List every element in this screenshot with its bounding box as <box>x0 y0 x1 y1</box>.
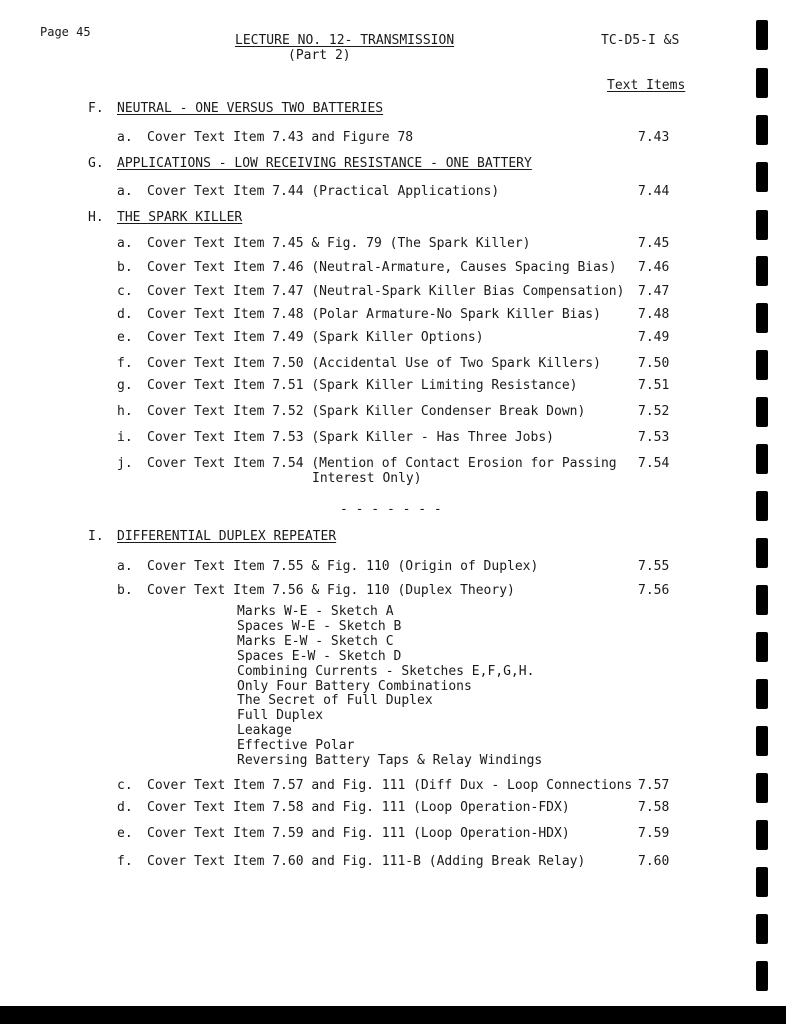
punch-hole <box>756 20 768 50</box>
subitem: Combining Currents - Sketches E,F,G,H. <box>237 663 535 679</box>
item-text: Cover Text Item 7.43 and Figure 78 <box>147 130 414 145</box>
section-f-letter: F. <box>88 101 104 116</box>
item-label: d. <box>117 307 133 322</box>
binder-holes <box>756 0 772 1000</box>
punch-hole <box>756 491 768 521</box>
item-label: b. <box>117 583 133 598</box>
page-number: Page 45 <box>40 25 91 39</box>
subitem: Full Duplex <box>237 708 324 724</box>
subitem: The Secret of Full Duplex <box>237 693 433 709</box>
item-ref: 7.49 <box>638 330 670 345</box>
item-text: Cover Text Item 7.57 and Fig. 111 (Diff Dux - Loop Connections <box>147 778 633 793</box>
punch-hole <box>756 350 768 380</box>
section-g-title: APPLICATIONS - LOW RECEIVING RESISTANCE - ONE BATTERY <box>117 156 532 171</box>
subitem: Only Four Battery Combinations <box>237 678 472 694</box>
item-ref: 7.53 <box>638 430 670 445</box>
item-label: h. <box>117 404 133 419</box>
item-ref: 7.48 <box>638 307 670 322</box>
item-label: a. <box>117 236 133 251</box>
item-text: Cover Text Item 7.60 and Fig. 111-B (Adding Break Relay) <box>147 854 586 869</box>
item-text: Cover Text Item 7.51 (Spark Killer Limiting Resistance) <box>147 378 578 393</box>
section-i-title: DIFFERENTIAL DUPLEX REPEATER <box>117 529 337 544</box>
scan-bottom-edge <box>0 1006 786 1024</box>
lecture-title: LECTURE NO. 12- TRANSMISSION <box>235 33 455 48</box>
section-h-letter: H. <box>88 210 104 225</box>
item-text: Cover Text Item 7.47 (Neutral-Spark Killer Bias Compensation) <box>147 284 625 299</box>
item-text: Cover Text Item 7.44 (Practical Applications) <box>147 184 500 199</box>
item-ref: 7.47 <box>638 284 670 299</box>
item-label: f. <box>117 854 133 869</box>
item-ref: 7.46 <box>638 260 670 275</box>
item-ref: 7.58 <box>638 800 670 815</box>
item-text: Cover Text Item 7.46 (Neutral-Armature, Causes Spacing Bias) <box>147 260 617 275</box>
item-label: b. <box>117 260 133 275</box>
item-ref: 7.57 <box>638 778 670 793</box>
punch-hole <box>756 68 768 98</box>
punch-hole <box>756 867 768 897</box>
item-text: Cover Text Item 7.54 (Mention of Contact Erosion for Passing <box>147 456 617 471</box>
item-label: c. <box>117 778 133 793</box>
item-ref: 7.55 <box>638 559 670 574</box>
punch-hole <box>756 115 768 145</box>
document-code: TC-D5-I &S <box>601 33 680 48</box>
section-f-title: NEUTRAL - ONE VERSUS TWO BATTERIES <box>117 101 384 116</box>
item-ref: 7.52 <box>638 404 670 419</box>
text-items-column-label: Text Items <box>607 78 686 93</box>
item-text: Cover Text Item 7.58 and Fig. 111 (Loop Operation-FDX) <box>147 800 570 815</box>
item-ref: 7.45 <box>638 236 670 251</box>
punch-hole <box>756 444 768 474</box>
item-label: e. <box>117 826 133 841</box>
section-h-title: THE SPARK KILLER <box>117 210 243 225</box>
item-label: f. <box>117 356 133 371</box>
punch-hole <box>756 726 768 756</box>
item-label: c. <box>117 284 133 299</box>
punch-hole <box>756 162 768 192</box>
item-ref: 7.44 <box>638 184 670 199</box>
punch-hole <box>756 914 768 944</box>
section-separator: - - - - - - - <box>340 502 442 517</box>
item-label: e. <box>117 330 133 345</box>
item-text: Cover Text Item 7.53 (Spark Killer - Has Three Jobs) <box>147 430 554 445</box>
item-ref: 7.59 <box>638 826 670 841</box>
item-text: Cover Text Item 7.49 (Spark Killer Options) <box>147 330 484 345</box>
punch-hole <box>756 538 768 568</box>
item-text: Cover Text Item 7.55 & Fig. 110 (Origin of Duplex) <box>147 559 539 574</box>
lecture-subtitle: (Part 2) <box>288 48 351 63</box>
subitem: Marks W-E - Sketch A <box>237 604 394 619</box>
punch-hole <box>756 256 768 286</box>
item-ref: 7.50 <box>638 356 670 371</box>
item-ref: 7.54 <box>638 456 670 471</box>
item-label: j. <box>117 456 133 471</box>
subitem: Marks E-W - Sketch C <box>237 633 394 649</box>
item-text: Cover Text Item 7.50 (Accidental Use of Two Spark Killers) <box>147 356 601 371</box>
punch-hole <box>756 679 768 709</box>
item-ref: 7.51 <box>638 378 670 393</box>
punch-hole <box>756 210 768 240</box>
punch-hole <box>756 820 768 850</box>
item-label: d. <box>117 800 133 815</box>
subitem: Leakage <box>237 723 292 739</box>
section-i-letter: I. <box>88 529 104 544</box>
punch-hole <box>756 632 768 662</box>
item-text-continuation: Interest Only) <box>312 471 422 486</box>
item-text: Cover Text Item 7.56 & Fig. 110 (Duplex Theory) <box>147 583 515 598</box>
subitem: Effective Polar <box>237 738 355 754</box>
subitem: Spaces E-W - Sketch D <box>237 648 402 664</box>
subitem: Spaces W-E - Sketch B <box>237 618 402 634</box>
item-text: Cover Text Item 7.48 (Polar Armature-No Spark Killer Bias) <box>147 307 601 322</box>
punch-hole <box>756 585 768 615</box>
duplex-theory-subitems <box>237 605 542 769</box>
item-ref: 7.43 <box>638 130 670 145</box>
section-g-letter: G. <box>88 156 104 171</box>
punch-hole <box>756 961 768 991</box>
item-label: i. <box>117 430 133 445</box>
item-text: Cover Text Item 7.59 and Fig. 111 (Loop Operation-HDX) <box>147 826 570 841</box>
item-label: a. <box>117 559 133 574</box>
punch-hole <box>756 773 768 803</box>
item-label: g. <box>117 378 133 393</box>
subitem: Reversing Battery Taps & Relay Windings <box>237 753 543 769</box>
item-label: a. <box>117 130 133 145</box>
item-text: Cover Text Item 7.52 (Spark Killer Condenser Break Down) <box>147 404 586 419</box>
item-ref: 7.60 <box>638 854 670 869</box>
item-label: a. <box>117 184 133 199</box>
punch-hole <box>756 303 768 333</box>
item-text: Cover Text Item 7.45 & Fig. 79 (The Spark Killer) <box>147 236 531 251</box>
item-ref: 7.56 <box>638 583 670 598</box>
punch-hole <box>756 397 768 427</box>
